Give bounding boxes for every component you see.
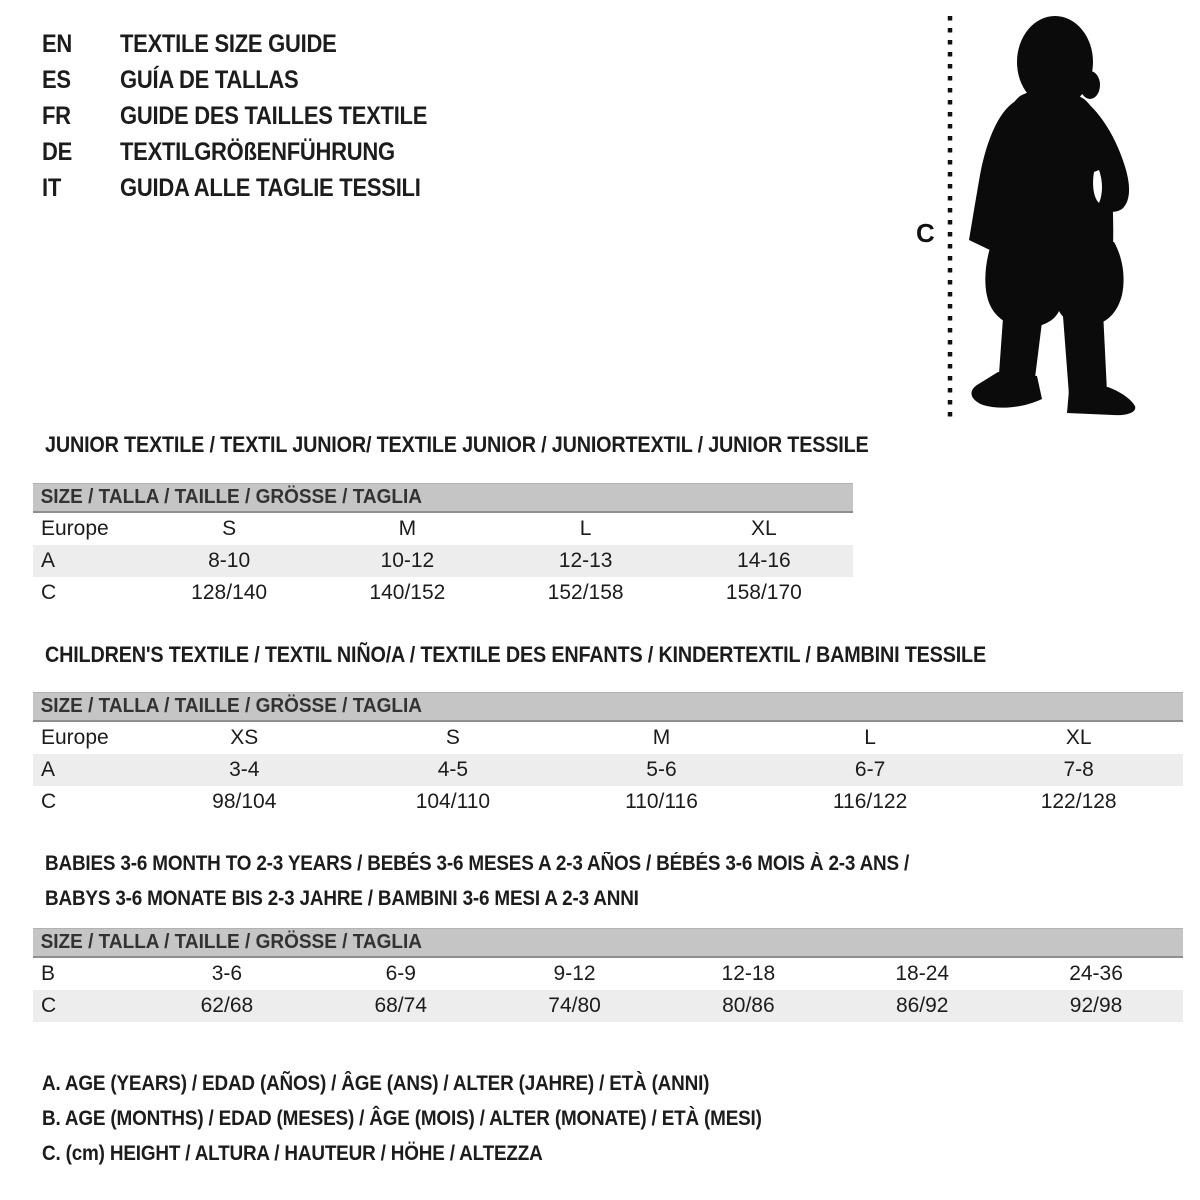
language-row-de bbox=[42, 134, 469, 170]
size-table-header-label: SIZE / TALLA / TAILLE / GRÖSSE / TAGLIA bbox=[40, 486, 423, 508]
height-cell: 80/86 bbox=[722, 994, 775, 1017]
size-table-header bbox=[33, 483, 853, 513]
age-cell: 5-6 bbox=[646, 758, 677, 781]
size-cell: L bbox=[579, 517, 592, 540]
size-table-header-label: SIZE / TALLA / TAILLE / GRÖSSE / TAGLIA bbox=[40, 931, 423, 953]
row-label: A bbox=[41, 549, 56, 572]
age-cell: 6-9 bbox=[385, 962, 416, 985]
size-cell: M bbox=[398, 517, 417, 540]
size-cell: S bbox=[445, 726, 460, 749]
babies-size-table bbox=[33, 928, 1183, 1022]
row-label: C bbox=[41, 994, 57, 1017]
language-code: FR bbox=[42, 101, 71, 130]
junior-size-table bbox=[33, 483, 853, 609]
age-cell: 12-13 bbox=[558, 549, 613, 572]
row-label: Europe bbox=[41, 726, 109, 749]
age-cell: 24-36 bbox=[1069, 962, 1123, 985]
size-cell: M bbox=[652, 726, 671, 749]
guide-title: GUÍA DE TALLAS bbox=[120, 65, 299, 94]
guide-title: TEXTILE SIZE GUIDE bbox=[120, 29, 337, 58]
section-title-junior: JUNIOR TEXTILE / TEXTIL JUNIOR/ TEXTILE JUNIOR / JUNIORTEXTIL / JUNIOR TESSILE bbox=[45, 432, 869, 457]
language-row-it bbox=[42, 170, 469, 206]
table-row-height-cm bbox=[33, 577, 853, 609]
height-cell: 62/68 bbox=[200, 994, 254, 1017]
size-cell: S bbox=[222, 517, 237, 540]
height-cell: 98/104 bbox=[212, 790, 277, 813]
size-cell: XS bbox=[230, 726, 259, 749]
footnote-b-age-months: B. AGE (MONTHS) / EDAD (MESES) / ÂGE (MOIS) / ALTER (MONATE) / ETÀ (MESI) bbox=[42, 1107, 762, 1130]
footnote-a-age-years: A. AGE (YEARS) / EDAD (AÑOS) / ÂGE (ANS) / ALTER (JAHRE) / ETÀ (ANNI) bbox=[42, 1072, 710, 1095]
row-label: C bbox=[41, 790, 57, 813]
guide-title: GUIDE DES TAILLES TEXTILE bbox=[120, 101, 428, 130]
table-row-height-cm bbox=[33, 786, 1183, 818]
age-cell: 7-8 bbox=[1063, 758, 1094, 781]
age-cell: 3-6 bbox=[211, 962, 243, 985]
age-cell: 9-12 bbox=[553, 962, 596, 985]
guide-title: GUIDA ALLE TAGLIE TESSILI bbox=[120, 173, 421, 202]
height-cell: 104/110 bbox=[415, 790, 491, 813]
age-cell: 18-24 bbox=[895, 962, 950, 985]
language-title-list bbox=[42, 26, 469, 206]
guide-title: TEXTILGRÖßENFÜHRUNG bbox=[120, 137, 395, 166]
size-table-header-label: SIZE / TALLA / TAILLE / GRÖSSE / TAGLIA bbox=[40, 695, 423, 717]
height-cell: 68/74 bbox=[374, 994, 428, 1017]
table-row-europe bbox=[33, 513, 853, 545]
table-row-height-cm bbox=[33, 990, 1183, 1022]
table-row-age-months bbox=[33, 958, 1183, 990]
row-label: B bbox=[41, 962, 56, 985]
age-cell: 12-18 bbox=[721, 962, 776, 985]
age-cell: 8-10 bbox=[208, 549, 251, 572]
height-cell: 74/80 bbox=[548, 994, 601, 1017]
height-cell: 152/158 bbox=[547, 581, 624, 604]
height-cell: 86/92 bbox=[895, 994, 949, 1017]
language-code: IT bbox=[42, 173, 62, 202]
height-measure-figure bbox=[900, 0, 1160, 430]
height-cell: 92/98 bbox=[1069, 994, 1123, 1017]
section-title-children: CHILDREN'S TEXTILE / TEXTIL NIÑO/A / TEXTILE DES ENFANTS / KINDERTEXTIL / BAMBINI TESSILE bbox=[45, 642, 987, 667]
children-size-table bbox=[33, 692, 1183, 818]
table-row-age-years bbox=[33, 754, 1183, 786]
row-label: Europe bbox=[41, 517, 109, 540]
size-table-header bbox=[33, 692, 1183, 722]
height-cell: 158/170 bbox=[725, 581, 802, 604]
language-row-es bbox=[42, 62, 469, 98]
toddler-silhouette-icon bbox=[969, 16, 1135, 415]
age-cell: 14-16 bbox=[737, 549, 791, 572]
table-row-age-years bbox=[33, 545, 853, 577]
language-row-fr bbox=[42, 98, 469, 134]
height-cell: 128/140 bbox=[191, 581, 268, 604]
language-row-en bbox=[42, 26, 469, 62]
size-cell: L bbox=[864, 726, 876, 749]
size-cell: XL bbox=[1065, 726, 1092, 749]
table-row-europe bbox=[33, 722, 1183, 754]
height-cell: 140/152 bbox=[369, 581, 446, 604]
language-code: DE bbox=[42, 137, 73, 166]
measure-label-c: C bbox=[916, 218, 935, 248]
section-title-babies-line2: BABYS 3-6 MONATE BIS 2-3 JAHRE / BAMBINI 3-6 MESI A 2-3 ANNI bbox=[45, 887, 639, 910]
measure-legend bbox=[42, 1066, 762, 1171]
row-label: C bbox=[41, 581, 57, 604]
section-title-babies bbox=[45, 846, 909, 916]
section-title-babies-line1: BABIES 3-6 MONTH TO 2-3 YEARS / BEBÉS 3-6 MESES A 2-3 AÑOS / BÉBÉS 3-6 MOIS À 2-3 ANS / bbox=[45, 852, 910, 875]
height-cell: 110/116 bbox=[625, 790, 698, 813]
size-table-header bbox=[33, 928, 1183, 958]
age-cell: 3-4 bbox=[229, 758, 260, 781]
age-cell: 4-5 bbox=[437, 758, 469, 781]
size-cell: XL bbox=[751, 517, 777, 540]
language-code: ES bbox=[42, 65, 71, 94]
age-cell: 6-7 bbox=[854, 758, 886, 781]
language-code: EN bbox=[42, 29, 73, 58]
age-cell: 10-12 bbox=[380, 549, 435, 572]
height-cell: 116/122 bbox=[832, 790, 908, 813]
footnote-c-height-cm: C. (cm) HEIGHT / ALTURA / HAUTEUR / HÖHE / ALTEZZA bbox=[42, 1142, 543, 1165]
height-cell: 122/128 bbox=[1040, 790, 1117, 813]
row-label: A bbox=[41, 758, 56, 781]
